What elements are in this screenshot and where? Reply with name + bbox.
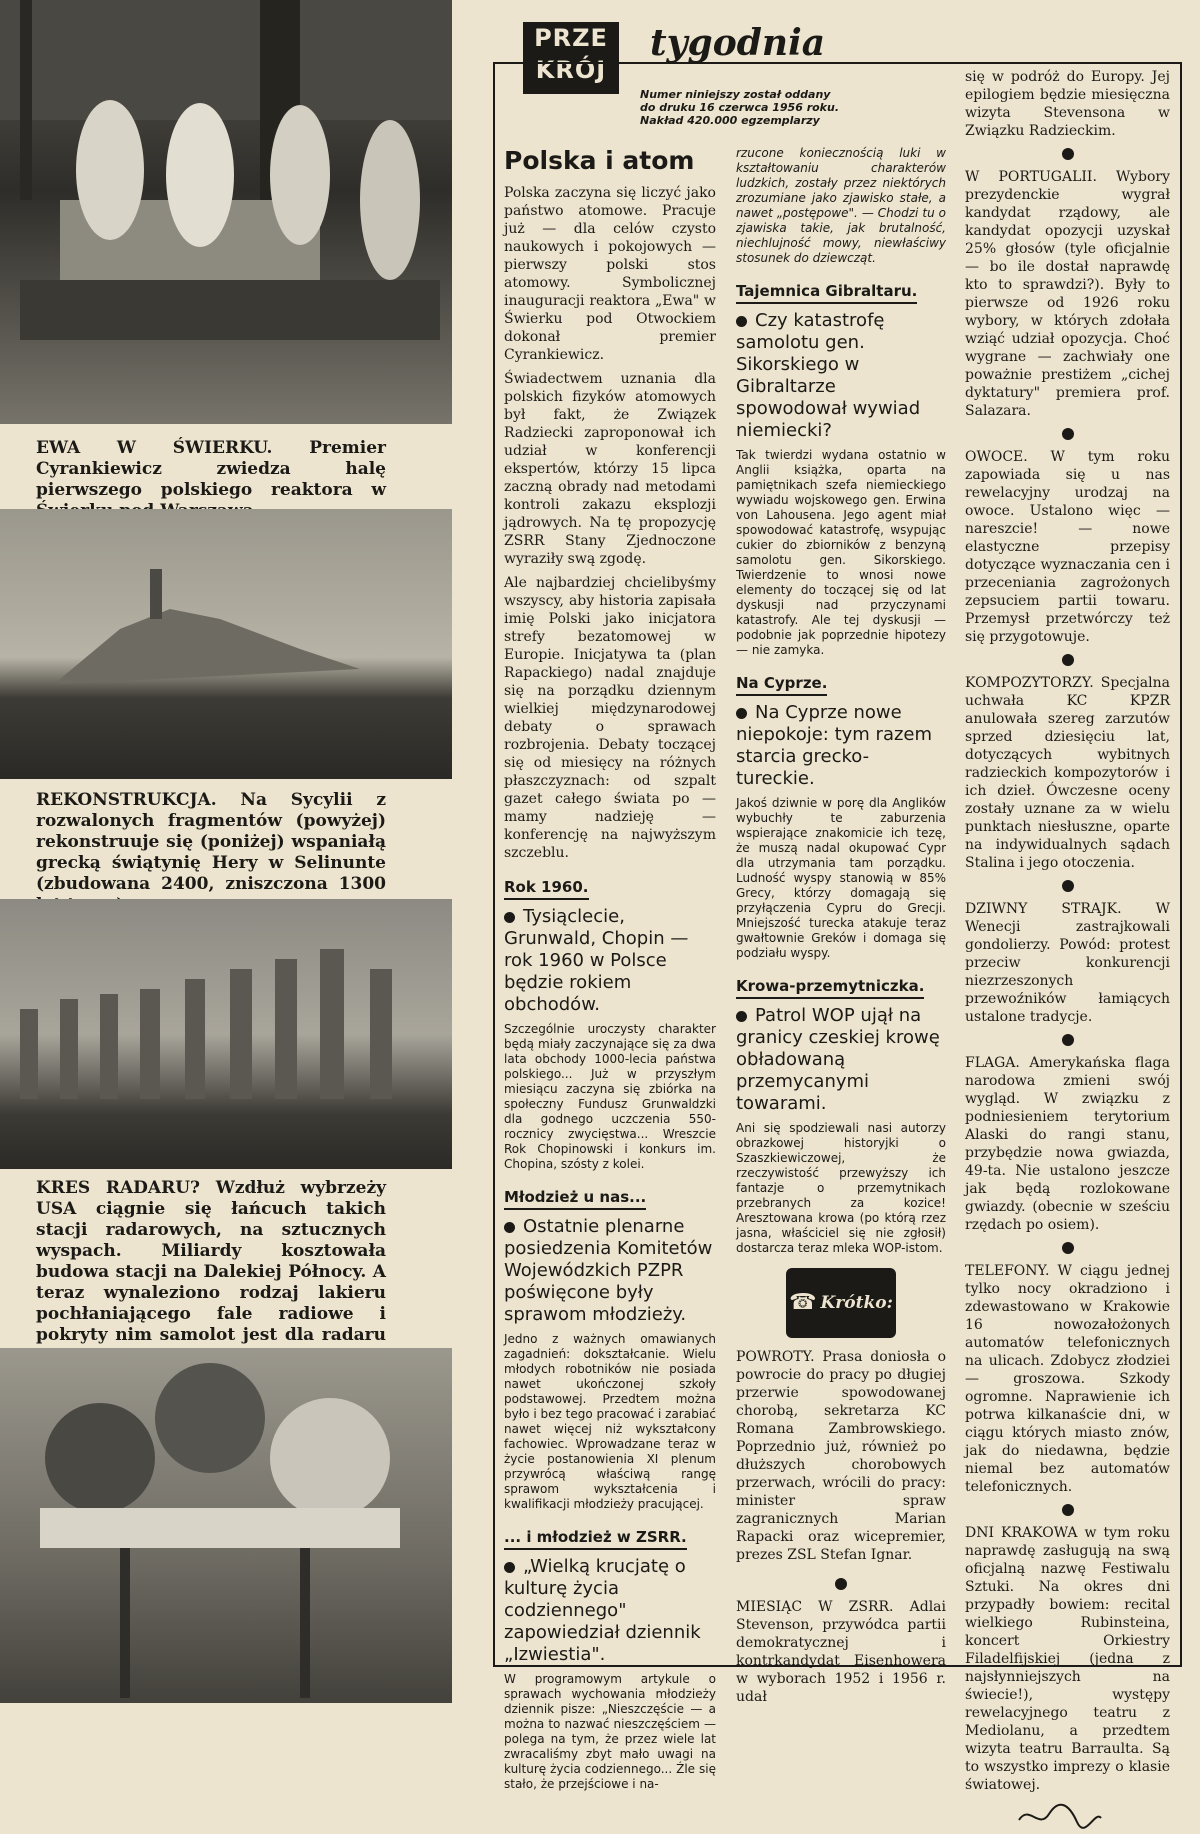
bullet-separator [1062, 1242, 1074, 1254]
news-miesiac-zsrr: MIESIĄC W ZSRR. Adlai Stevenson, przywódca partii demokratycznej i kontrkandydat Eisenhowera w wyborach 1952 i 1956 r. udał [736, 1599, 946, 1705]
body-continuation: rzucone koniecznością luki w kształtowaniu charakterów ludzkich, zostały przez niektórych zrozumiane jako zjawisko stałe, a nawet „postępowe". — Chodzi tu o zjawiska takie, jak brutalność, niechlujność mowy, niewłaściwy stosunek do dziewcząt. [736, 146, 946, 265]
radar-domes-illustration [0, 1348, 452, 1703]
note-line-2: do druku 16 czerwca 1956 roku. [640, 101, 839, 114]
logo-script: tygodnia [650, 22, 826, 64]
news-portugalia: W PORTUGALII. Wybory prezydenckie wygrał kandydat rządowy, ale kandydat opozycji uzyskał 25% głosów (tyle oficjalnie — bo ile dostał naprawdę kto to sprawdzi?). Były to pierwsze od 1926 roku wybory, w których zdołała wziąć udział opozycja. Choć wygrane — zachwiały one poważnie prestiżem „cichej dyktatury" premiera prof. Salazara. [965, 169, 1170, 419]
print-note [640, 88, 840, 127]
news-flaga: FLAGA. Amerykańska flaga narodowa zmieni swój wygląd. W związku z podniesieniem terytorium Alaski do rangi stanu, przybędzie nowa gwiazda, 49-ta. Nie ustalono jeszcze jak będą rozlokowane gwiazdy. (obecnie w sześciu rzędach po osiem). [965, 1055, 1170, 1233]
logo-top-text: PRZE [534, 24, 608, 52]
news-powroty: POWROTY. Prasa doniosła o powrocie do pracy po długiej przerwie spowodowanej chorobą, sekretarza KC Romana Zambrowskiego. Poprzednio już, również po dłuższych chorobowych przerwach, wrócili do pracy: minister spraw zagranicznych Marian Rapacki oraz wicepremier, prezes ZSL Stefan Ignar. [736, 1349, 946, 1563]
bullet-icon [736, 708, 747, 719]
news-owoce: OWOCE. W tym roku zapowiada się u nas rewelacyjny urodzaj na owoce. Ustalono więc — nareszcie! — nowe elastyczne przepisy dotyczące wyznaczania cen i przeceniania zagrożonych zepsuciem partii towaru. Przemysł przetwórczy też się przygotowuje. [965, 449, 1170, 645]
signature-scribble [1015, 1800, 1105, 1834]
photo-ruins-selinunte [0, 509, 452, 779]
ruins-illustration [0, 509, 452, 779]
lead-krowa [736, 1005, 946, 1115]
heading-rok-1960: Rok 1960. [504, 878, 589, 900]
caption-ewa-swierk: EWA W ŚWIERKU. Premier Cyrankiewicz zwiedza halę pierwszego polskiego reaktora w [36, 438, 386, 500]
body-mlodziez: Jedno z ważnych omawianych zagadnień: dokształcanie. Wielu młodych robotników nie posiada nawet ukończonej szkoły podstawowej. Przedtem można było i bez tego pracować i zarabiać nawet więcej niż wykształcony fachowiec. Wprowadzane teraz w życie postanowienia XI plenum przywrócą właściwą rangę sprawom wykształcenia i kwalifikacji młodzieży pracującej. [504, 1332, 716, 1511]
bullet-icon [504, 1222, 515, 1233]
body-cypr: Jakoś dziwnie w porę dla Anglików wybuchły te zaburzenia wspierające znakomicie ich tezę, że muszą nadal okupować Cypr dla utrzymania tam porządku. Ludność wyspy stanowią w 85% Grecy, którzy domagają się przyłączenia Cypru do Grecji. Mniejszość turecka atakuje teraz gwałtownie Greków i domaga się podziału wyspy. [736, 796, 946, 960]
body-mlodziez-zsrr: W programowym artykule o sprawach wychowania młodzieży dziennik pisze: „Nieszczęście — a można to nazwać nieszczęściem — polega na tym, że przez wiele lat zwracaliśmy zbyt mało uwagi na kulturę życia codziennego... Źle się stało, że przejściowe i na- [504, 1672, 716, 1791]
lead-mlodziez-zsrr [504, 1556, 716, 1666]
caption-kres-radaru: KRES RADARU? Wzdłuż wybrzeży USA ciągnie się łańcuch takich stacji radarowych, na sztucznych wyspach. Miliardy kosztowała budowa stacji na Dalekiej Północy. A teraz wynaleziono rodzaj lakieru pochłaniającego fale radiowe i pokryty nim samolot jest dla radaru [36, 1178, 386, 1345]
bullet-icon [504, 1562, 515, 1573]
bullet-separator [1062, 428, 1074, 440]
lead-gibraltar [736, 310, 946, 442]
body-gibraltar: Tak twierdzi wydana ostatnio w Anglii książka, oparta na pamiętnikach szefa niemieckiego wywiadu wojskowego gen. Erwina von Lahousena. Jego agent miał spowodować katastrofę, wsypując cukier do zbiorników z benzyną samolotu gen. Sikorskiego. Twierdzenie to wnosi nowe elementy do toczącej się od lat dyskusji nad przyczynami katastrofy. Ale tej dyskusji — podobnie jak poprzednie hipotezy — nie zamyka. [736, 448, 946, 657]
news-telefony: TELEFONY. W ciągu jednej tylko nocy okradziono i zdewastowano w Krakowie 16 nowozałożonych automatów telefonicznych na ulicach. Zdobycz złodziei — groszowa. Szkody ogromne. Naprawienie ich potrwa kilkanaście dni, w ciągu których miasto znów, jak do niedawna, będzie niemal bez automatów telefonicznych. [965, 1263, 1170, 1495]
lead-gibraltar-text: Czy katastrofę samolotu gen. Sikorskiego w Gibraltarze spowodował wywiad niemiecki? [736, 310, 921, 441]
heading-cypr: Na Cyprze. [736, 674, 827, 696]
heading-mlodziez: Młodzież u nas... [504, 1188, 646, 1210]
krotko-badge [786, 1268, 896, 1338]
lead-krowa-text: Patrol WOP ujął na granicy czeskiej krowę obładowaną przemycanymi towarami. [736, 1005, 940, 1114]
news-dziwny-strajk: DZIWNY STRAJK. W Wenecji zastrajkowali gondolierzy. Powód: protest przeciw konkurencji niezrzeszonych przewoźników łamiących ustalone tradycje. [965, 901, 1170, 1025]
lead-rok-1960-text: Tysiąclecie, Grunwald, Chopin — rok 1960 w Polsce będzie rokiem obchodów. [504, 906, 689, 1015]
photo-temple-hera [0, 899, 452, 1169]
note-line-3: Nakład 420.000 egzemplarzy [640, 114, 820, 127]
bullet-icon [736, 1011, 747, 1022]
bullet-icon [736, 316, 747, 327]
temple-columns-illustration [0, 899, 452, 1169]
logo-bottom-text: KRÓJ [535, 56, 607, 84]
heading-krowa: Krowa-przemytniczka. [736, 977, 924, 999]
body-rok-1960: Szczególnie uroczysty charakter będą miały zaczynające się za dwa lata obchody 1000-lecia państwa polskiego... Już w przyszłym miesiącu zaczyna się zbiórka na społeczny Fundusz Grunwaldzki dla godnego uczczenia 550-rocznicy zwycięstwa... Wreszcie Rok Chopinowski i konkurs im. Chopina, szósty z kolei. [504, 1022, 716, 1171]
lead-cypr-text: Na Cyprze nowe niepokoje: tym razem starcia grecko-tureckie. [736, 702, 933, 789]
bullet-separator [1062, 1504, 1074, 1516]
lead-cypr [736, 702, 946, 790]
article-atom-p3: Ale najbardziej chcielibyśmy wszyscy, aby historia zapisała imię Polski jako inicjatora strefy bezatomowej w Europie. Inicjatywa ta (plan Rapackiego) nadal znajduje się na porządku dziennym wielkiej międzynarodowej debaty o sprawach rozbrojenia. Debaty toczącej się od miesięcy na różnych płaszczyznach: od szpalt gazet całego świata po — mamy nadzieję — konferencję na najwyższym szczeblu. [504, 575, 716, 861]
bullet-separator [1062, 148, 1074, 160]
article-atom-p2: Świadectwem uznania dla polskich fizyków atomowych był fakt, że Związek Radziecki zaproponował ich udział w konferencji ekspertów, którzy 15 lipca zaczną obrady nad metodami kontroli zakazu eksplozji jądrowych. Na tę propozycję ZSRR Stany Zjednoczone wyraziły swą zgodę. [504, 371, 716, 567]
news-kompozytorzy: KOMPOZYTORZY. Specjalna uchwała KC KPZR anulowała szereg zarzutów sprzed dziesięciu lat, dotyczących wybitnych radzieckich kompozytorów i ich dzieł. Ówczesne oceny zostały uznane za w wielu punktach niesłuszne, oparte na indywidualnych sądach Stalina i jego otoczenia. [965, 675, 1170, 871]
heading-gibraltar: Tajemnica Gibraltaru. [736, 282, 917, 304]
lead-mlodziez [504, 1216, 716, 1326]
photo-radar-station [0, 1348, 452, 1703]
lead-mlodziez-zsrr-text: „Wielką krucjatę o kulturę życia codziennego" zapowiedział dziennik „Izwiestia". [504, 1556, 701, 1665]
bullet-separator [1062, 880, 1074, 892]
telephone-icon: ☎ [789, 1290, 817, 1315]
news-stevenson-cont: się w podróż do Europy. Jej epilogiem będzie miesięczna wizyta Stevensona w Związku Radzieckim. [965, 69, 1170, 139]
news-dni-krakowa: DNI KRAKOWA w tym roku naprawdę zasługują na swą oficjalną nazwę Festiwalu Sztuki. Na okres dni przypadły bowiem: recital wielkiego Rubinsteina, koncert Orkiestry Filadelfijskiej (jedna z najsłynniejszych na świecie!), występy rewelacyjnego teatru z Mediolanu, a przedtem wizyta teatru Barraulta. Są to wszystko imprezy o klasie światowej. [965, 1525, 1170, 1793]
article-atom-p1: Polska zaczyna się liczyć jako państwo atomowe. Pracuje już — dla celów czysto naukowych i pokojowych — pierwszy polski stos atomowy. Symbolicznej inauguracji reaktora „Ewa" w Świerku pod Otwockiem dokonał premier Cyrankiewicz. [504, 185, 716, 363]
bullet-separator [1062, 654, 1074, 666]
title-polska-i-atom: Polska i atom [504, 146, 695, 175]
body-krowa: Ani się spodziewali nasi autorzy obrazkowej historyjki o Szaszkiewiczowej, że rzeczywistość przewyższy ich fantazje o przemytnikach przebranych za kozice! Aresztowana krowa (po którą rzez jasna, właściciel się nie zgłosił) dostarcza teraz mleka WOP-istom. [736, 1121, 946, 1255]
caption-rekonstrukcja: REKONSTRUKCJA. Na Sycylii z rozwalonych fragmentów (powyżej) rekonstruuje się (poniżej) wspaniałą grecką świątynię Hery w Selinunte (zbudowana 2400, zniszczona 1300 [36, 790, 386, 894]
lead-mlodziez-text: Ostatnie plenarne posiedzenia Komitetów Wojewódzkich PZPR poświęcone były sprawom młodzieży. [504, 1216, 713, 1325]
photo-reactor-hall [0, 0, 452, 424]
column-3 [965, 68, 1170, 1834]
bullet-separator [835, 1578, 847, 1590]
column-2 [736, 146, 946, 1712]
lead-rok-1960 [504, 906, 716, 1016]
reactor-hall-illustration [0, 0, 452, 424]
krotko-label: Krótko: [820, 1293, 893, 1313]
note-line-1: Numer niniejszy został oddany [640, 88, 831, 101]
column-1 [504, 146, 716, 1798]
bullet-separator [1062, 1034, 1074, 1046]
heading-mlodziez-zsrr: ... i młodzież w ZSRR. [504, 1528, 687, 1550]
bullet-icon [504, 912, 515, 923]
